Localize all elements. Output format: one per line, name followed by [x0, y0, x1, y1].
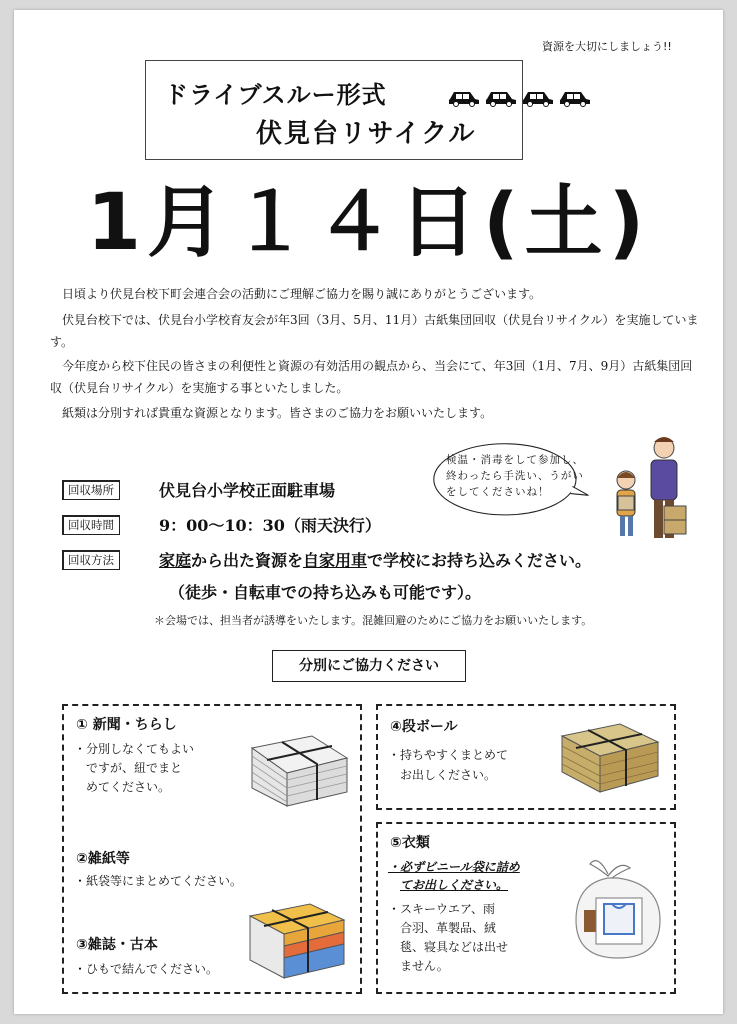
clothes-notice-1: ・必ずビニール袋に詰め [388, 860, 520, 874]
title-line-1: ドライブスルー形式 [164, 81, 387, 109]
paragraph-1: 日頃より伏見台校下町会連合会の活動にご理解ご協力を賜り誠にありがとうございます。 [62, 287, 542, 301]
method-value [159, 548, 591, 571]
paragraph-3: 今年度から校下住民の皆さまの利便性と資源の有効活用の観点から、当会にて、年3回（1月、7月、9月）古紙集団回収（伏見台リサイクル）を実施する事といたしました。 [50, 359, 693, 395]
time-value: 9：00～10：30（雨天決行） [159, 516, 381, 535]
magazine-text: ・ひもで結んでください。 [74, 962, 219, 976]
place-label: 回収場所 [62, 480, 120, 500]
paragraph-2: 伏見台校下では、伏見台小学校育友会が年3回（3月、5月、11月）古紙集団回収（伏見台リサイクル）を実施しています。 [50, 313, 699, 349]
newspaper-text-2: ですが、紐でまと [86, 761, 183, 775]
method-home: 家庭 [159, 551, 192, 570]
clothes-text-3: 毯、寝具などは出せ [400, 940, 509, 954]
cardboard-bundle-icon [554, 714, 664, 796]
cars-group [448, 83, 598, 111]
cardboard-text-1: ・持ちやすくまとめて [388, 748, 509, 762]
magazine-heading: ③雑誌・古本 [76, 937, 158, 953]
event-date: 1月１４日(土) [86, 178, 651, 268]
newspaper-text-1: ・分別しなくてもよい [74, 742, 195, 756]
guidance-note: ＊会場では、担当者が誘導をいたします。混雑回避のためにご協力をお願いいたします。 [154, 614, 593, 627]
clothes-box [376, 822, 676, 994]
cardboard-box [376, 704, 676, 810]
sort-title: 分別にご協力ください [272, 650, 466, 682]
cardboard-text-2: お出しください。 [400, 768, 497, 782]
car-icon [523, 92, 553, 107]
newspaper-text-3: めてください。 [86, 780, 171, 794]
method-car: 自家用車 [303, 551, 368, 570]
newspaper-bundle-icon [242, 718, 352, 808]
tagline: 資源を大切にしましょう!! [542, 40, 672, 53]
time-label: 回収時間 [62, 515, 120, 535]
method-text-1: から出た資源を [191, 551, 304, 570]
clothes-text-1: ・スキーウエア、雨 [388, 902, 496, 916]
car-icon [449, 92, 479, 107]
bubble-text: 検温・消毒をして参加し、終わったら手洗い、うがいをしてくださいね！ [446, 454, 584, 498]
car-icon [560, 92, 590, 107]
misc-paper-text: ・紙袋等にまとめてください。 [74, 874, 243, 888]
clothes-heading: ⑤衣類 [390, 835, 430, 851]
method-value-line2: （徒歩・自転車での持ち込みも可能です）。 [169, 583, 482, 602]
flyer-sheet [14, 10, 723, 1014]
misc-paper-heading: ②雑紙等 [76, 851, 130, 867]
clothes-text-4: ません。 [400, 959, 449, 973]
newspaper-heading: ① 新聞・ちらし [76, 717, 177, 733]
paper-items-box [62, 704, 362, 994]
method-text-2: で学校にお持ち込みください。 [367, 551, 592, 570]
cardboard-heading: ④段ボール [390, 719, 458, 735]
title-line-2: 伏見台リサイクル [256, 119, 477, 149]
magazine-bundle-icon [242, 898, 352, 983]
family-illustration [604, 428, 694, 548]
title-box [145, 60, 523, 160]
place-value: 伏見台小学校正面駐車場 [159, 481, 336, 500]
clothes-bag-icon [568, 854, 668, 964]
car-icon [486, 92, 516, 107]
clothes-text-2: 合羽、革製品、絨 [400, 921, 497, 935]
paragraph-4: 紙類は分別すれば貴重な資源となります。皆さまのご協力をお願いいたします。 [62, 406, 493, 420]
method-label: 回収方法 [62, 550, 120, 570]
clothes-notice-2: てお出しください。 [400, 878, 509, 892]
